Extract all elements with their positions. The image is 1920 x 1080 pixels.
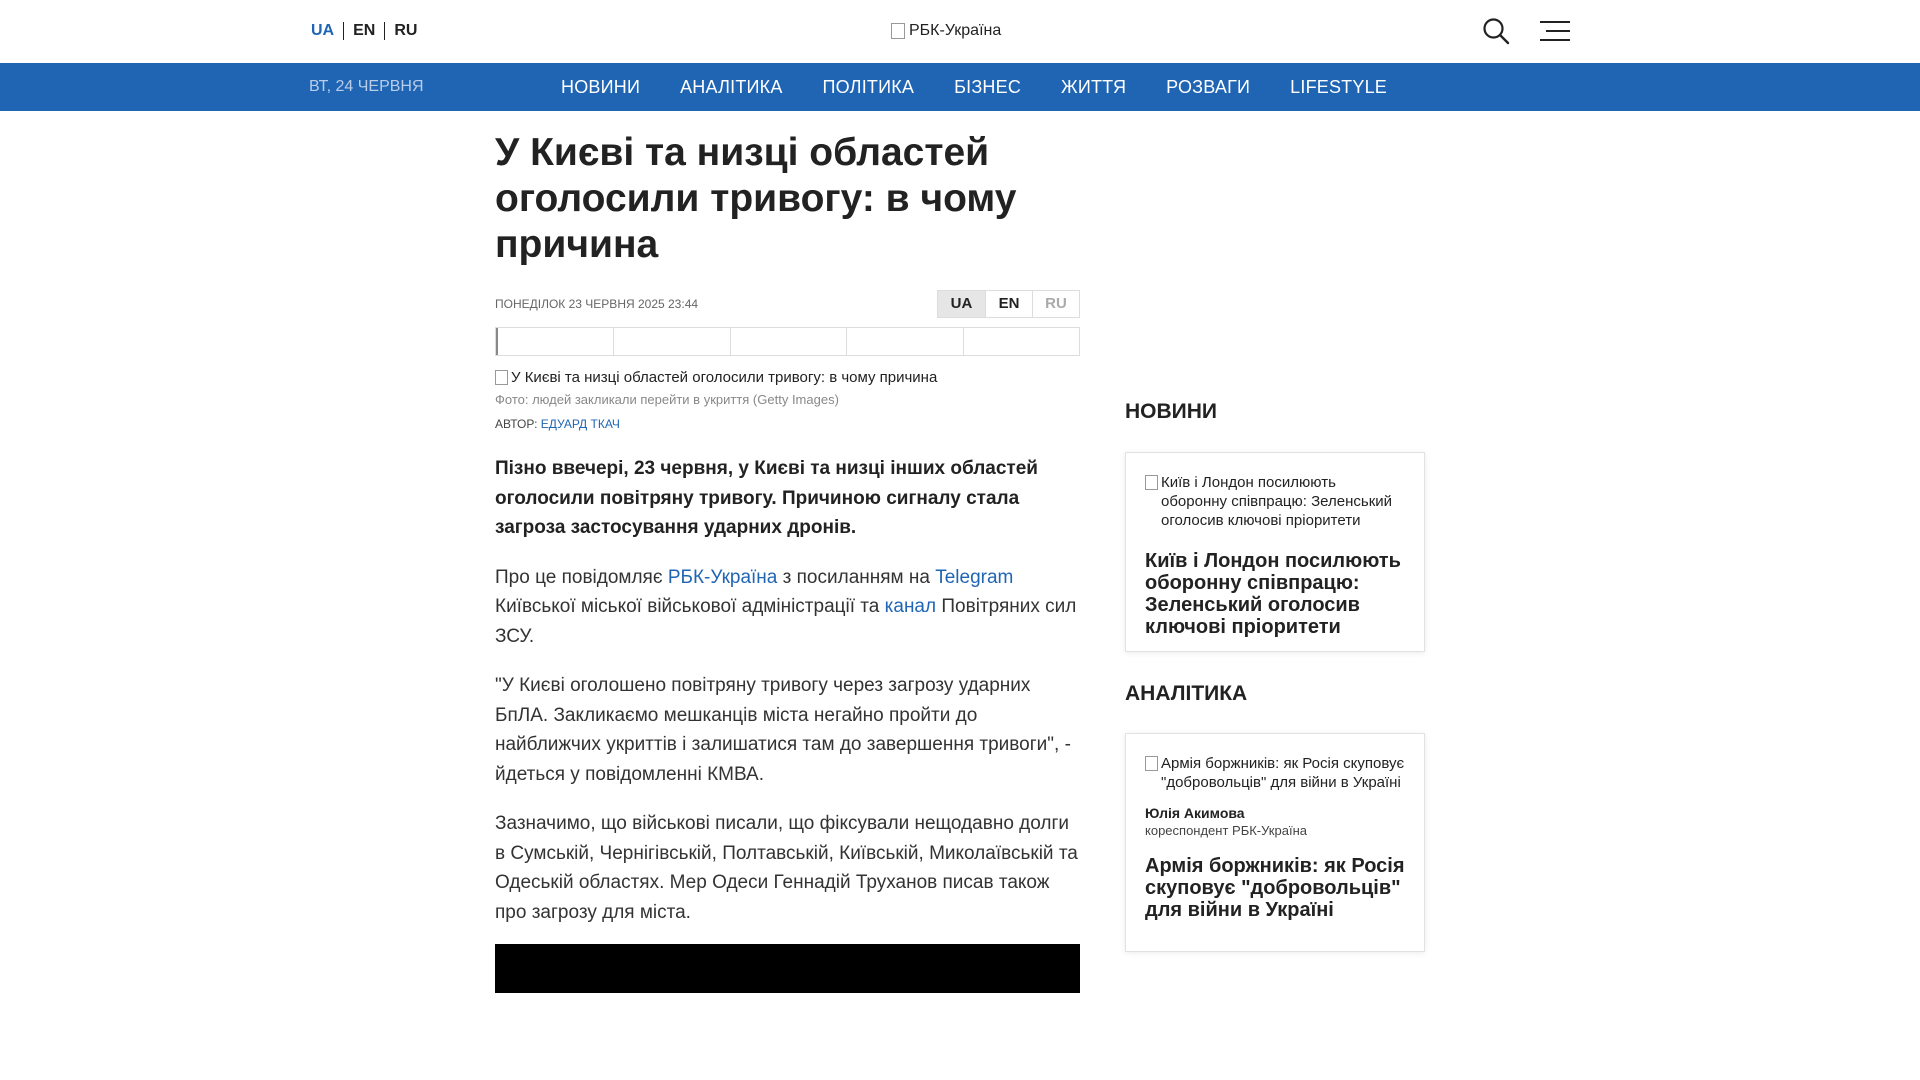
nav-item-entertainment[interactable]: РОЗВАГИ — [1166, 77, 1251, 97]
share-button[interactable] — [613, 328, 729, 355]
language-switcher — [311, 22, 426, 40]
nav-item-news[interactable]: НОВИНИ — [561, 77, 641, 97]
share-buttons — [495, 327, 1080, 356]
nav-menu — [541, 63, 1407, 111]
nav-item-life[interactable]: ЖИТТЯ — [1061, 77, 1127, 97]
photo-caption: Фото: людей закликали перейти в укриття (Getty Images) — [495, 392, 839, 407]
lang-ua-link[interactable]: UA — [311, 22, 335, 39]
sidebar-analytics-heading[interactable]: АНАЛІТИКА — [1125, 682, 1248, 705]
site-logo[interactable] — [891, 22, 1001, 40]
nav-item-lifestyle[interactable]: LIFESTYLE — [1290, 77, 1387, 97]
photo-alt-text: У Києві та низці областей оголосили тривогу: в чому причина — [511, 369, 938, 386]
sidebar — [1125, 400, 1425, 952]
sidebar-news-heading[interactable]: НОВИНИ — [1125, 400, 1218, 423]
article-meta — [495, 290, 1080, 318]
broken-image-icon — [891, 23, 905, 39]
article-lang-en[interactable]: EN — [985, 291, 1032, 317]
analytics-card[interactable] — [1125, 733, 1425, 952]
logo-alt-text: РБК-Україна — [909, 22, 1002, 39]
article-language-switcher — [937, 290, 1080, 318]
embedded-video[interactable] — [495, 944, 1080, 993]
nav-item-politics[interactable]: ПОЛІТИКА — [822, 77, 915, 97]
nav-item-analytics[interactable]: АНАЛІТИКА — [680, 77, 783, 97]
thumbnail-alt-text: Армія боржників: як Росія скуповує "добровольців" для війни в Україні — [1161, 755, 1405, 791]
article-lang-ru[interactable]: RU — [1032, 291, 1079, 317]
thumbnail-alt-text: Київ і Лондон посилюють оборонну співпрацю: Зеленський оголосив ключові пріоритети — [1161, 474, 1393, 529]
analytics-card-author[interactable]: Юлія Акимова — [1145, 805, 1245, 821]
article-lead: Пізно ввечері, 23 червня, у Києві та низці інших областей оголосили повітряну тривогу. Причиною сигналу стала загроза застосування ударних дронів. — [495, 458, 1038, 538]
share-button[interactable] — [730, 328, 846, 355]
broken-image-icon — [1145, 475, 1158, 490]
lang-en-link[interactable]: EN — [353, 22, 376, 39]
text: з посиланням на — [777, 566, 936, 588]
broken-image-icon — [1145, 756, 1158, 771]
share-button[interactable] — [496, 328, 613, 355]
analytics-card-title[interactable]: Армія боржників: як Росія скуповує "добровольців" для війни в Україні — [1145, 855, 1405, 921]
author-link[interactable]: ЕДУАРД ТКАЧ — [540, 417, 620, 431]
top-header — [0, 0, 1920, 63]
analytics-card-thumbnail — [1145, 754, 1405, 792]
news-card[interactable] — [1125, 452, 1425, 652]
main-nav — [0, 63, 1920, 111]
current-date: ВТ, 24 ЧЕРВНЯ — [309, 78, 424, 95]
article-paragraph: Зазначимо, що військові писали, що фіксували нещодавно долги в Сумській, Чернігівській, Полтавській, Київській, Миколаївській та Одеській областях. Мер Одеси Геннадій Труханов писав також про загрозу для міста. — [495, 813, 1078, 923]
author-label: АВТОР: — [495, 417, 541, 431]
news-card-thumbnail — [1145, 473, 1405, 530]
article-body — [495, 454, 1080, 947]
article-title: У Києві та низці областей оголосили тривогу: в чому причина — [495, 131, 1017, 266]
rbc-link[interactable]: РБК-Україна — [667, 566, 778, 588]
share-button[interactable] — [846, 328, 962, 355]
text: Повітряних сил ЗСУ. — [495, 596, 1077, 647]
lang-ru-link[interactable]: RU — [394, 22, 418, 39]
analytics-card-author-role: кореспондент РБК-Україна — [1145, 823, 1307, 838]
search-icon[interactable] — [1482, 17, 1510, 45]
article-paragraph: "У Києві оголошено повітряну тривогу через загрозу ударних БпЛА. Закликаємо мешканців міста негайно пройти до найближчих укриттів і залишатися там до завершення тривоги", - йдеться у повідомленні КМВА. — [495, 675, 1071, 785]
nav-item-business[interactable]: БІЗНЕС — [954, 77, 1022, 97]
share-button[interactable] — [963, 328, 1079, 355]
broken-image-icon — [495, 370, 508, 385]
article-paragraph — [495, 563, 1080, 652]
author-line — [495, 417, 620, 431]
article-photo — [495, 369, 937, 386]
news-card-title[interactable]: Київ і Лондон посилюють оборонну співпрацю: Зеленський оголосив ключові пріоритети — [1145, 550, 1401, 638]
telegram-link[interactable]: Telegram — [935, 566, 1014, 588]
article — [495, 130, 1080, 923]
channel-link[interactable]: канал — [884, 596, 937, 617]
publish-date: ПОНЕДІЛОК 23 ЧЕРВНЯ 2025 23:44 — [495, 297, 699, 311]
text: Київської міської військової адміністрації та — [495, 596, 885, 617]
article-lang-ua[interactable]: UA — [938, 291, 985, 317]
hamburger-menu-icon[interactable] — [1540, 20, 1570, 42]
text: Про це повідомляє — [495, 566, 668, 588]
